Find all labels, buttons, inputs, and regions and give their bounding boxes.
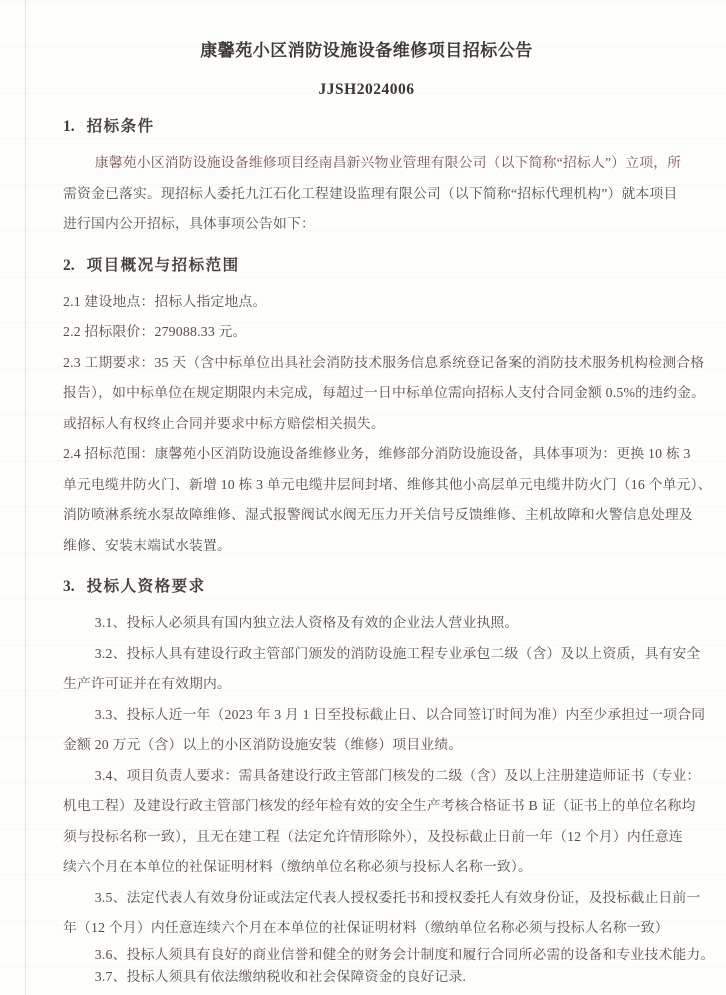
text-line: 生产许可证并在有效期内。 [63,676,231,691]
text-line: 续六个月在本单位的社保证明材料（缴纳单位名称必须与投标人名称一致）。 [63,859,532,874]
section-number: 1. [63,118,75,135]
text-line: 单元电缆井防火门、新增 10 栋 3 单元电缆井层间封堵、维修其他小高层单元电缆井防火门（16 个单元）、 [63,476,712,492]
text-line: 2.1 建设地点：招标人指定地点。 [63,293,267,309]
section-heading-2 [63,254,670,278]
document-body [63,115,715,989]
text-line: 年（12 个月）内任意连续六个月在本单位的社保证明材料（缴纳单位名称必须与投标人名称一致） [63,920,669,935]
text-line: 报告），如中标单位在规定期限内未完成，每超过一日中标单位需向招标人支付合同金额 0.5%的违约金。 [63,385,706,400]
text-line: 或招标人有权终止合同并要求中标方赔偿相关损失。 [63,415,385,431]
text-line: 2.3 工期要求：35 天（含中标单位出具社会消防技术服务信息系统登记备案的消防技术服务机构检测合格 [63,354,705,370]
text-line: 3.7、投标人须具有依法缴纳税收和社会保障资金的良好记录. [94,969,467,984]
text-line: 须与投标名称一致），且无在建工程（法定允许情形除外），及投标截止日前一年（12 个月）内任意连 [63,828,683,844]
text-line: 消防喷淋系统水泵故障维修、湿式报警阀试水阀无压力开关信号反馈维修、主机故障和火警信息处理及 [63,507,693,522]
document-title: 康馨苑小区消防设施设备维修项目招标公告 [200,41,533,60]
section-heading-1 [63,115,670,139]
text-line: 康馨苑小区消防设施设备维修项目经南昌新兴物业管理有限公司（以下简称“招标人”）立项，所 [94,155,682,170]
text-line: 3.5、法定代表人有效身份证或法定代表人授权委托书和授权委托人有效身份证，及投标截止日前一 [94,889,701,905]
section-number: 3. [63,578,75,595]
text-line: 2.4 招标范围：康馨苑小区消防设施设备维修业务，维修部分消防设施设备，具体事项为：更换 10 栋 3 [63,446,691,461]
text-line: 2.2 招标限价：279088.33 元。 [63,324,247,339]
text-line: 维修、安装末端试水装置。 [63,537,231,553]
section-label: 项目概况与招标范围 [86,256,240,274]
section-label: 投标人资格要求 [86,578,206,595]
scan-crease-line [25,0,26,995]
section-label: 招标条件 [86,118,155,135]
section-number: 2. [63,256,75,274]
text-line: 3.1、投标人必须具有国内独立法人资格及有效的企业法人营业执照。 [94,615,519,630]
section-heading-3 [63,575,670,599]
document-number: JJSH2024006 [318,81,415,98]
text-line: 进行国内公开招标，具体事项公告如下： [63,216,315,231]
text-line: 需资金已落实。现招标人委托九江石化工程建设监理有限公司（以下简称“招标代理机构”）就本项目 [63,185,678,201]
text-line: 3.6、投标人须具有良好的商业信誉和健全的财务会计制度和履行合同所必需的设备和专业技术能力。 [94,946,715,962]
text-line: 3.4、项目负责人要求：需具备建设行政主管部门核发的二级（含）及以上注册建造师证书（专业： [94,767,701,783]
text-line: 机电工程）及建设行政主管部门核发的经年检有效的安全生产考核合格证书 B 证（证书上的单位名称均 [63,798,696,813]
text-line: 3.3、投标人近一年（2023 年 3 月 1 日至投标截止日、以合同签订时间为准）内至少承担过一项合同 [94,706,706,722]
text-line: 3.2、投标人具有建设行政主管部门颁发的消防设施工程专业承包二级（含）及以上资质，具有安全 [94,645,701,661]
text-line: 金额 20 万元（含）以上的小区消防设施安装（维修）项目业绩。 [63,737,463,752]
